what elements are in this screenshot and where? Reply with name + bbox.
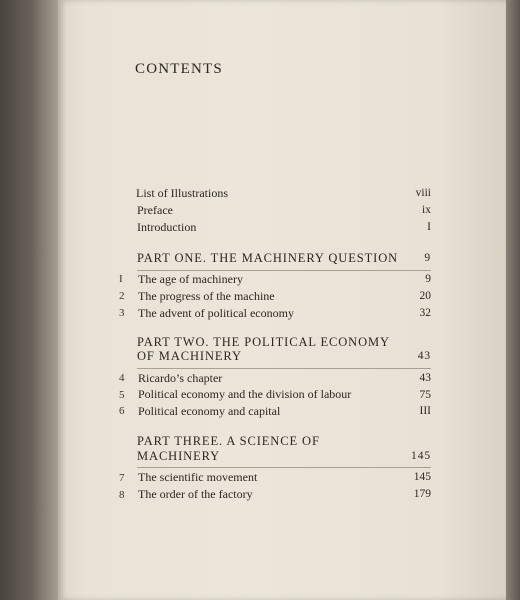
chapter-title: The progress of the machine [138, 289, 275, 303]
part-heading-continued: OF MACHINERY [137, 349, 242, 363]
chapter-page: 32 [419, 307, 431, 319]
chapter-number: 8 [119, 489, 125, 501]
part-heading: PART ONE. THE MACHINERY QUESTION [137, 251, 399, 265]
chapter-number: 6 [119, 405, 125, 417]
book-page [58, 0, 506, 600]
chapter-title: Ricardo’s chapter [138, 371, 223, 385]
chapter-number: 3 [119, 307, 125, 319]
chapter-number: I [119, 273, 123, 285]
part-heading: PART THREE. A SCIENCE OF [137, 434, 320, 448]
chapter-page: 43 [419, 372, 431, 384]
chapter-page: 145 [413, 471, 431, 483]
chapter-title: Political economy and capital [138, 404, 281, 418]
chapter-number: 7 [119, 472, 125, 484]
chapter-title: Political economy and the division of labour [138, 387, 352, 401]
chapter-page: 9 [425, 273, 431, 285]
divider [137, 270, 431, 271]
chapter-title: The order of the factory [138, 487, 253, 501]
divider [137, 467, 431, 468]
chapter-page: 179 [413, 488, 431, 500]
chapter-number: 4 [119, 372, 125, 384]
part-page: 9 [424, 252, 431, 264]
part-page: 43 [417, 350, 431, 362]
toc-entry-title: List of Illustrations [136, 186, 228, 200]
chapter-title: The advent of political economy [138, 306, 294, 320]
toc-entry-page: ix [422, 204, 431, 216]
chapter-page: 75 [419, 389, 431, 401]
chapter-title: The age of machinery [138, 272, 243, 286]
divider [137, 368, 431, 369]
book-spine-shadow [0, 0, 58, 600]
toc-entry-title: Preface [137, 203, 173, 217]
chapter-page: III [419, 405, 431, 417]
chapter-title: The scientific movement [138, 470, 258, 484]
part-page: 145 [411, 450, 431, 462]
page-title: CONTENTS [135, 61, 223, 77]
part-heading: PART TWO. THE POLITICAL ECONOMY [137, 335, 390, 349]
page-edge-right [506, 0, 520, 600]
chapter-number: 2 [119, 290, 125, 302]
toc-entry-title: Introduction [137, 220, 197, 234]
chapter-page: 20 [419, 290, 431, 302]
toc-entry-page: I [427, 221, 431, 233]
part-heading-continued: MACHINERY [137, 449, 221, 463]
toc-entry-page: viii [415, 187, 431, 199]
chapter-number: 5 [119, 389, 125, 401]
